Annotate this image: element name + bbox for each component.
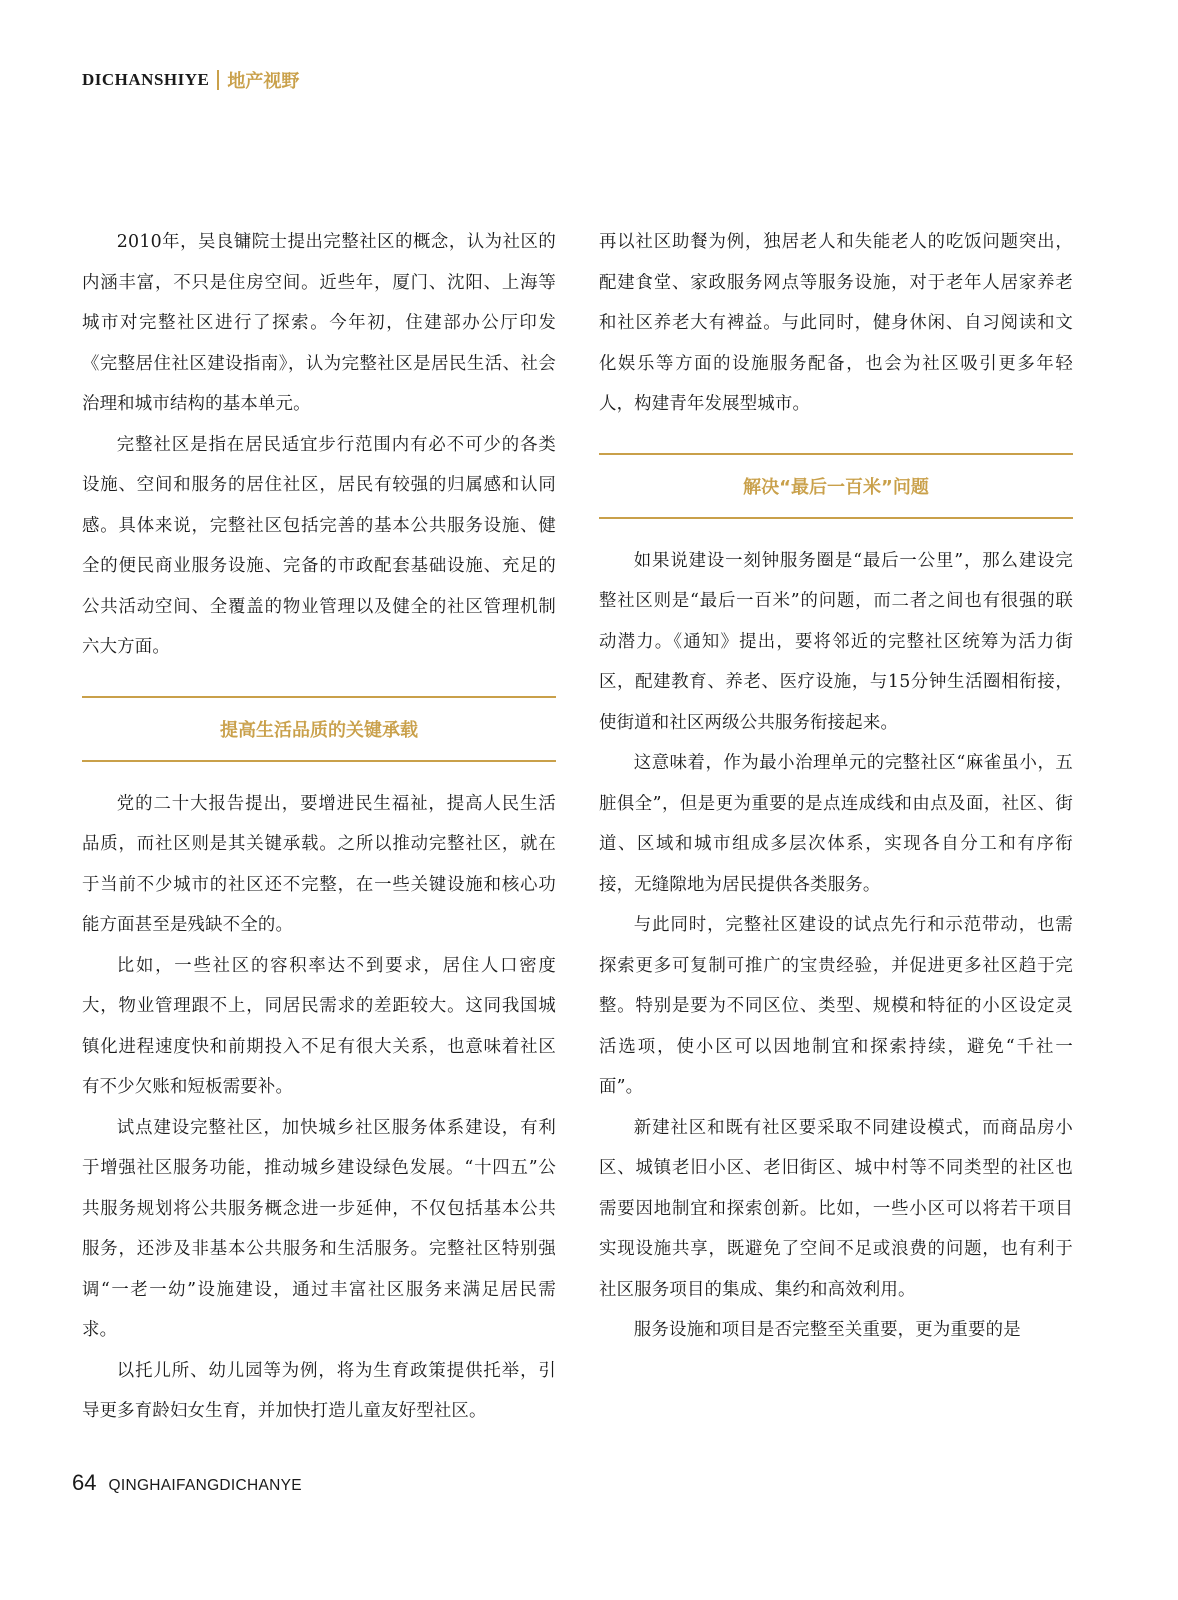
body-paragraph: 试点建设完整社区，加快城乡社区服务体系建设，有利于增强社区服务功能，推动城乡建设绿色发展。“十四五”公共服务规划将公共服务概念进一步延伸，不仅包括基本公共服务，还涉及非基本公共服务和生活服务。完整社区特别强调“一老一幼”设施建设，通过丰富社区服务来满足居民需求。: [82, 1117, 556, 1340]
body-paragraph: 这意味着，作为最小治理单元的完整社区“麻雀虽小，五脏俱全”，但是更为重要的是点连成线和由点及面，社区、街道、区域和城市组成多层次体系，实现各自分工和有序衔接，无缝隙地为居民提供各类服务。: [599, 753, 1073, 895]
body-paragraph: 与此同时，完整社区建设的试点先行和示范带动，也需探索更多可复制可推广的宝贵经验，并促进更多社区趋于完整。特别是要为不同区位、类型、规模和特征的小区设定灵活选项，使小区可以因地制宜和探索持续，避免“千社一面”。: [599, 915, 1073, 1097]
section-heading: 解决“最后一百米”问题: [599, 453, 1073, 519]
page-footer: [72, 1470, 302, 1496]
header-divider: [217, 70, 219, 90]
header-section-title: 地产视野: [227, 71, 300, 92]
body-paragraph: 2010年，吴良镛院士提出完整社区的概念，认为社区的内涵丰富，不只是住房空间。近些年，厦门、沈阳、上海等城市对完整社区进行了探索。今年初，住建部办公厅印发《完整居住社区建设指南》，认为完整社区是居民生活、社会治理和城市结构的基本单元。: [82, 232, 556, 414]
left-column: [82, 222, 556, 1432]
body-paragraph: 如果说建设一刻钟服务圈是“最后一公里”，那么建设完整社区则是“最后一百米”的问题，而二者之间也有很强的联动潜力。《通知》提出，要将邻近的完整社区统筹为活力街区，配建教育、养老、医疗设施，与15分钟生活圈相衔接，使街道和社区两级公共服务衔接起来。: [599, 550, 1073, 733]
magazine-name: QINGHAIFANGDICHANYE: [108, 1477, 302, 1494]
body-paragraph: 再以社区助餐为例，独居老人和失能老人的吃饭问题突出，配建食堂、家政服务网点等服务设施，对于老年人居家养老和社区养老大有裨益。与此同时，健身休闲、自习阅读和文化娱乐等方面的设施服务配备，也会为社区吸引更多年轻人，构建青年发展型城市。: [599, 232, 1073, 414]
right-column: [599, 222, 1073, 1351]
body-paragraph: 党的二十大报告提出，要增进民生福祉，提高人民生活品质，而社区则是其关键承载。之所以推动完整社区，就在于当前不少城市的社区还不完整，在一些关键设施和核心功能方面甚至是残缺不全的。: [82, 793, 556, 935]
body-paragraph: 完整社区是指在居民适宜步行范围内有必不可少的各类设施、空间和服务的居住社区，居民有较强的归属感和认同感。具体来说，完整社区包括完善的基本公共服务设施、健全的便民商业服务设施、完备的市政配套基础设施、充足的公共活动空间、全覆盖的物业管理以及健全的社区管理机制六大方面。: [82, 434, 556, 657]
page-number: 64: [72, 1470, 97, 1495]
section-heading: 提高生活品质的关键承载: [82, 696, 556, 762]
body-paragraph: 比如，一些社区的容积率达不到要求，居住人口密度大，物业管理跟不上，同居民需求的差距较大。这同我国城镇化进程速度快和前期投入不足有很大关系，也意味着社区有不少欠账和短板需要补。: [82, 955, 556, 1097]
body-paragraph: 新建社区和既有社区要采取不同建设模式，而商品房小区、城镇老旧小区、老旧街区、城中村等不同类型的社区也需要因地制宜和探索创新。比如，一些小区可以将若干项目实现设施共享，既避免了空间不足或浪费的问题，也有利于社区服务项目的集成、集约和高效利用。: [599, 1117, 1073, 1300]
body-paragraph: 服务设施和项目是否完整至关重要，更为重要的是: [633, 1320, 1021, 1340]
page-header: [82, 66, 299, 94]
header-brand: DICHANSHIYE: [82, 70, 210, 89]
body-paragraph: 以托儿所、幼儿园等为例，将为生育政策提供托举，引导更多育龄妇女生育，并加快打造儿童友好型社区。: [82, 1360, 556, 1421]
